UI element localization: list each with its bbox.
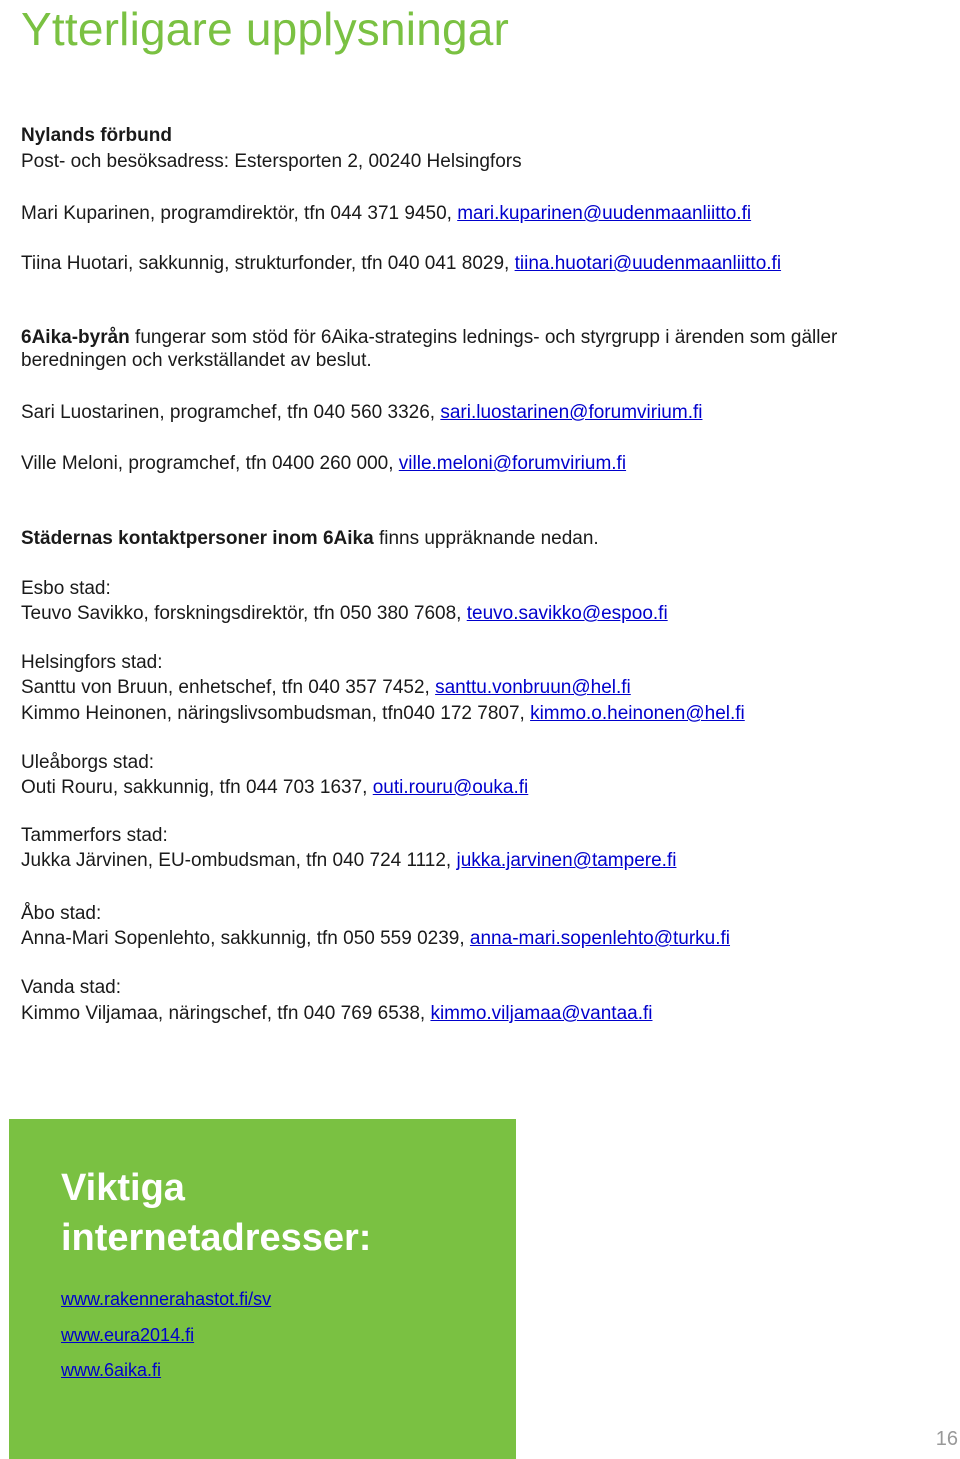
contact-text: Jukka Järvinen, EU-ombudsman, tfn 040 724 1112, [21,850,457,871]
nylands-contact-1 [21,203,751,225]
box-title [61,1163,371,1263]
city-contact-vanda [21,1003,652,1025]
email-link[interactable]: kimmo.viljamaa@vantaa.fi [430,1003,653,1024]
contact-text: Kimmo Heinonen, näringslivsombudsman, tfn040 172 7807, [21,703,531,724]
email-link[interactable]: jukka.jarvinen@tampere.fi [456,850,677,871]
contact-text: Ville Meloni, programchef, tfn 0400 260 000, [21,453,399,474]
page-title: Ytterligare upplysningar [21,3,510,55]
cities-intro-bold: Städernas kontaktpersoner inom 6Aika [21,528,374,549]
aika-office-desc: fungerar som stöd för 6Aika-strategins lednings- och styrgrupp i ärenden som gäller [129,327,838,348]
contact-text: Sari Luostarinen, programchef, tfn 040 560 3326, [21,402,441,423]
aika-office-name: 6Aika-byrån [21,327,130,348]
cities-intro [21,528,599,550]
city-contact-abo [21,928,730,950]
nylands-heading: Nylands förbund [21,125,172,146]
nylands-contact-2 [21,253,781,275]
nylands-address: Post- och besöksadress: Estersporten 2, 00240 Helsingfors [21,151,522,172]
city-contact-helsingfors-2 [21,703,745,725]
city-contact-esbo [21,603,668,625]
city-heading-helsingfors: Helsingfors stad: [21,652,163,673]
email-link[interactable]: outi.rouru@ouka.fi [372,777,529,798]
city-contact-helsingfors-1 [21,677,631,699]
email-link[interactable]: tiina.huotari@uudenmaanliitto.fi [514,253,782,274]
email-link[interactable]: anna-mari.sopenlehto@turku.fi [469,928,731,949]
city-heading-uleaborg: Uleåborgs stad: [21,752,155,773]
contact-text: Teuvo Savikko, forskningsdirektör, tfn 050 380 7608, [21,603,467,624]
box-title-line-1: Viktiga [61,1167,185,1209]
aika-office-description [21,327,837,349]
city-heading-vanda: Vanda stad: [21,977,122,998]
aika-contact-2 [21,453,626,475]
box-link-eura2014[interactable]: www.eura2014.fi [61,1325,195,1345]
city-heading-abo: Åbo stad: [21,903,102,924]
contact-text: Santtu von Bruun, enhetschef, tfn 040 357 7452, [21,677,436,698]
contact-text: Mari Kuparinen, programdirektör, tfn 044 371 9450, [21,203,458,224]
email-link[interactable]: mari.kuparinen@uudenmaanliitto.fi [457,203,752,224]
city-contact-tammerfors [21,850,676,872]
city-contact-uleaborg [21,777,528,799]
box-link-rakennerahastot[interactable]: www.rakennerahastot.fi/sv [61,1289,272,1309]
contact-text: Kimmo Viljamaa, näringschef, tfn 040 769 6538, [21,1003,431,1024]
important-links-box [9,1119,516,1459]
city-heading-esbo: Esbo stad: [21,578,111,599]
email-link[interactable]: sari.luostarinen@forumvirium.fi [440,402,703,423]
contact-text: Anna-Mari Sopenlehto, sakkunnig, tfn 050 559 0239, [21,928,470,949]
cities-intro-rest: finns uppräknande nedan. [373,528,599,549]
aika-office-desc-line2: beredningen och verkställandet av beslut. [21,350,372,371]
email-link[interactable]: ville.meloni@forumvirium.fi [398,453,627,474]
email-link[interactable]: teuvo.savikko@espoo.fi [466,603,668,624]
box-title-line-2: internetadresser: [61,1217,372,1259]
email-link[interactable]: santtu.vonbruun@hel.fi [435,677,631,698]
city-heading-tammerfors: Tammerfors stad: [21,825,168,846]
email-link[interactable]: kimmo.o.heinonen@hel.fi [530,703,745,724]
page-number: 16 [935,1428,958,1450]
contact-text: Outi Rouru, sakkunnig, tfn 044 703 1637, [21,777,373,798]
box-link-6aika[interactable]: www.6aika.fi [61,1360,162,1380]
aika-contact-1 [21,402,702,424]
contact-text: Tiina Huotari, sakkunnig, strukturfonder, tfn 040 041 8029, [21,253,515,274]
